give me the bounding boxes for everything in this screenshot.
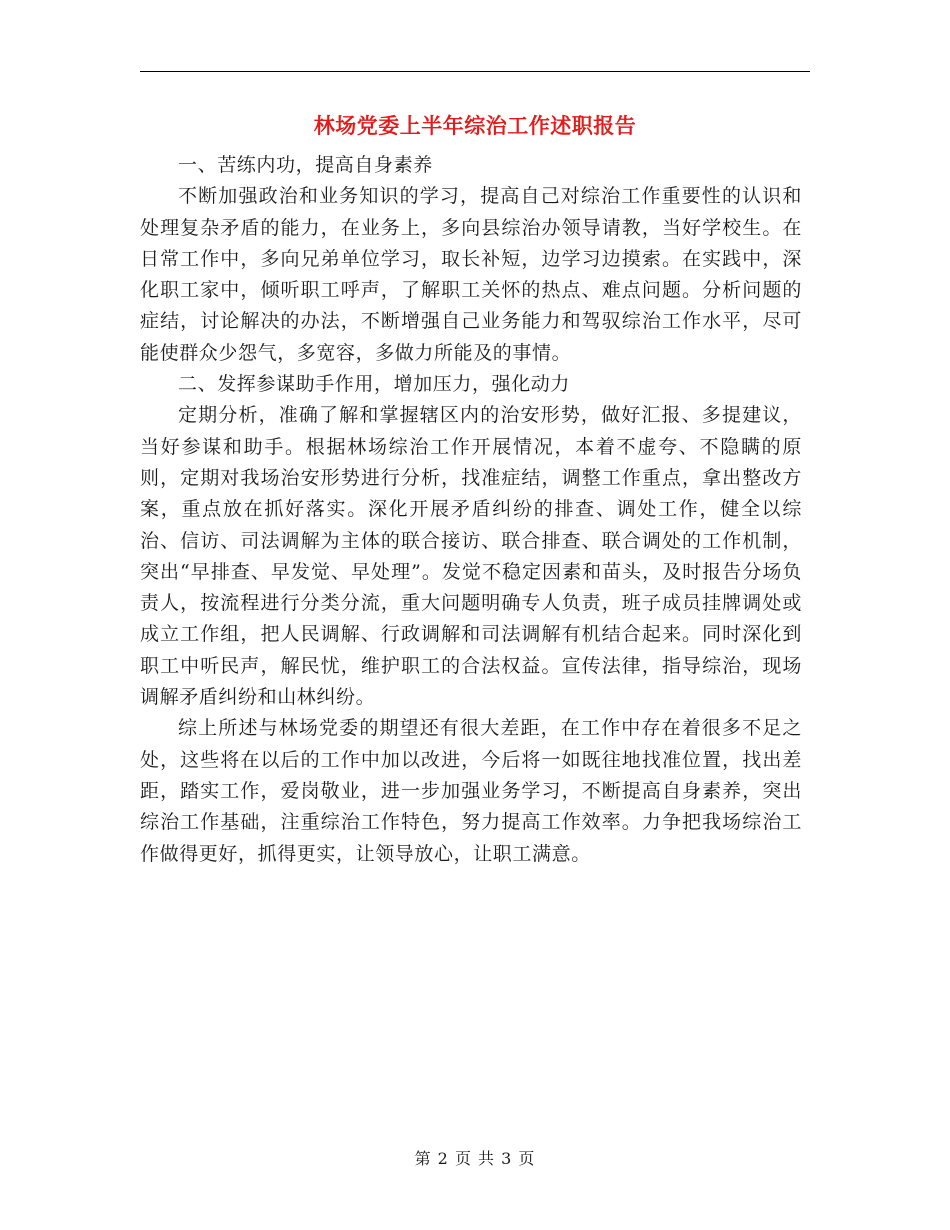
body-paragraph: 定期分析，准确了解和掌握辖区内的治安形势，做好汇报、多提建议，当好参谋和助手。根据林场综治工作开展情况，本着不虚夸、不隐瞒的原则，定期对我场治安形势进行分析，找准症结，调整工作重点，拿出整改方案，重点放在抓好落实。深化开展矛盾纠纷的排查、调处工作，健全以综治、信访、司法调解为主体的联合接访、联合排查、联合调处的工作机制，突出“早排查、早发觉、早处理”。发觉不稳定因素和苗头，及时报告分场负责人，按流程进行分类分流，重大问题明确专人负责，班子成员挂牌调处或成立工作组，把人民调解、行政调解和司法调解有机结合起来。同时深化到职工中听民声，解民忧，维护职工的合法权益。宣传法律，指导综治，现场调解矛盾纠纷和山林纠纷。 [140,404,802,709]
section-heading: 二、发挥参谋助手作用，增加压力，强化动力 [178,373,571,396]
section-heading: 一、苦练内功，提高自身素养 [178,154,433,176]
document-body [140,150,802,870]
header-rule [140,71,810,72]
document-title: 林场党委上半年综治工作述职报告 [313,113,637,138]
page-number: 第 2 页 共 3 页 [414,1149,536,1168]
body-paragraph: 综上所述与林场党委的期望还有很大差距，在工作中存在着很多不足之处，这些将在以后的工作中加以改进，今后将一如既往地找准位置，找出差距，踏实工作，爱岗敬业，进一步加强业务学习，不断提高自身素养，突出综治工作基础，注重综治工作特色，努力提高工作效率。力争把我场综治工作做得更好，抓得更实，让领导放心，让职工满意。 [140,717,802,865]
body-paragraph: 不断加强政治和业务知识的学习，提高自己对综治工作重要性的认识和处理复杂矛盾的能力，在业务上，多向县综治办领导请教，当好学校生。在日常工作中，多向兄弟单位学习，取长补短，边学习边摸索。在实践中，深化职工家中，倾听职工呼声，了解职工关怀的热点、难点问题。分析问题的症结，讨论解决的办法，不断增强自己业务能力和驾驭综治工作水平，尽可能使群众少怨气，多宽容，多做力所能及的事情。 [140,185,802,364]
